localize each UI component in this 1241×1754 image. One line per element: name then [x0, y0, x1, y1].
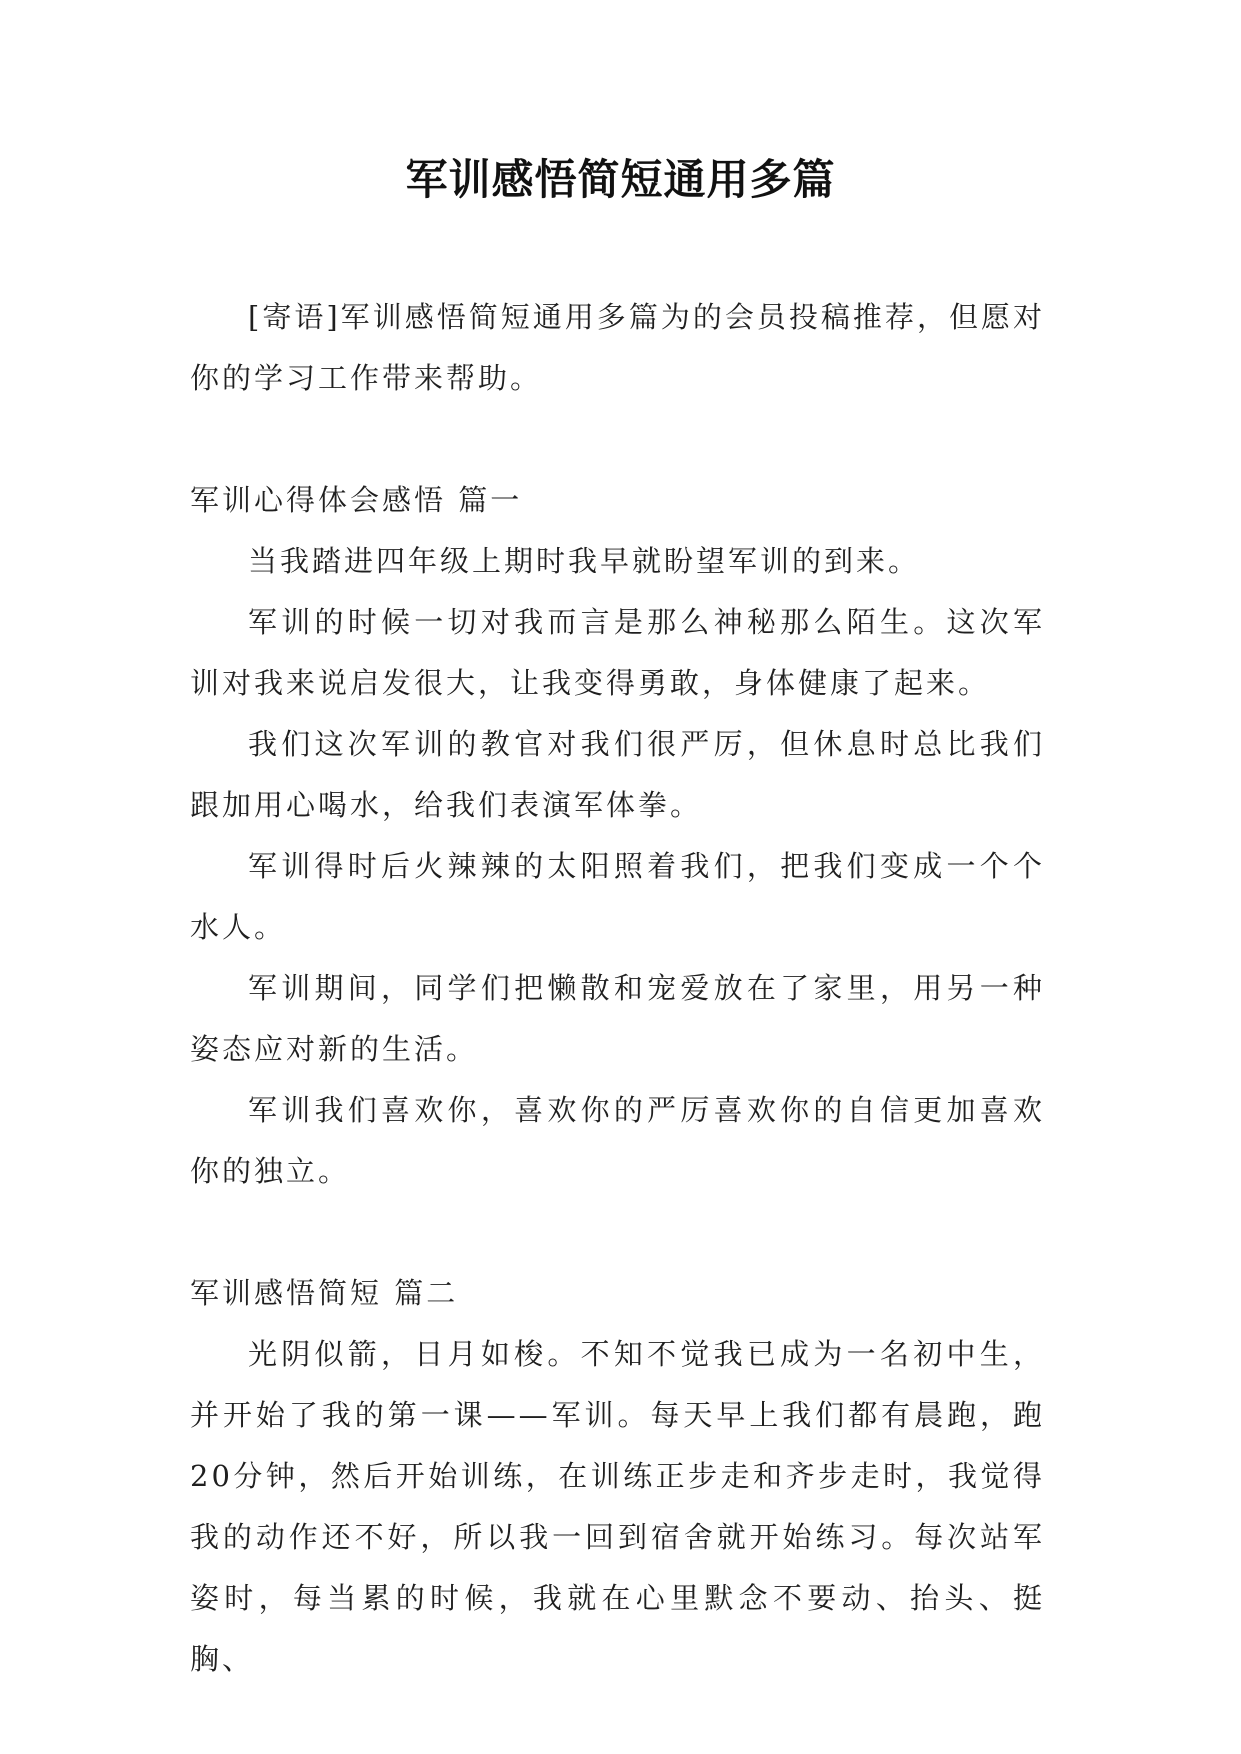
document-title: 军训感悟简短通用多篇: [405, 155, 836, 204]
intro-paragraph: [寄语]军训感悟简短通用多篇为的会员投稿推荐，但愿对你的学习工作带来帮助。: [190, 300, 1045, 395]
section-1-paragraph: 当我踏进四年级上期时我早就盼望军训的到来。: [248, 544, 921, 578]
section-1-paragraph: 军训得时后火辣辣的太阳照着我们，把我们变成一个个水人。: [190, 849, 1045, 944]
document-body: [190, 287, 1045, 1690]
spacer: [190, 1202, 1045, 1263]
section-1-paragraph: 军训期间，同学们把懒散和宠爱放在了家里，用另一种姿态应对新的生活。: [190, 971, 1045, 1066]
section-heading-2: 军训感悟简短 篇二: [190, 1276, 459, 1310]
section-1-paragraph: 军训的时候一切对我而言是那么神秘那么陌生。这次军训对我来说启发很大，让我变得勇敢，身体健康了起来。: [190, 605, 1045, 700]
section-1-paragraph: 军训我们喜欢你，喜欢你的严厉喜欢你的自信更加喜欢你的独立。: [190, 1093, 1045, 1188]
section-2-paragraph: 光阴似箭，日月如梭。不知不觉我已成为一名初中生，并开始了我的第一课——军训。每天早上我们都有晨跑，跑20分钟，然后开始训练，在训练正步走和齐步走时，我觉得我的动作还不好，所以我一回到宿舍就开始练习。每次站军姿时，每当累的时候，我就在心里默念不要动、抬头、挺胸、: [190, 1337, 1045, 1676]
section-1-paragraph: 我们这次军训的教官对我们很严厉，但休息时总比我们跟加用心喝水，给我们表演军体拳。: [190, 727, 1045, 822]
section-heading-1: 军训心得体会感悟 篇一: [190, 483, 523, 517]
spacer: [190, 409, 1045, 470]
